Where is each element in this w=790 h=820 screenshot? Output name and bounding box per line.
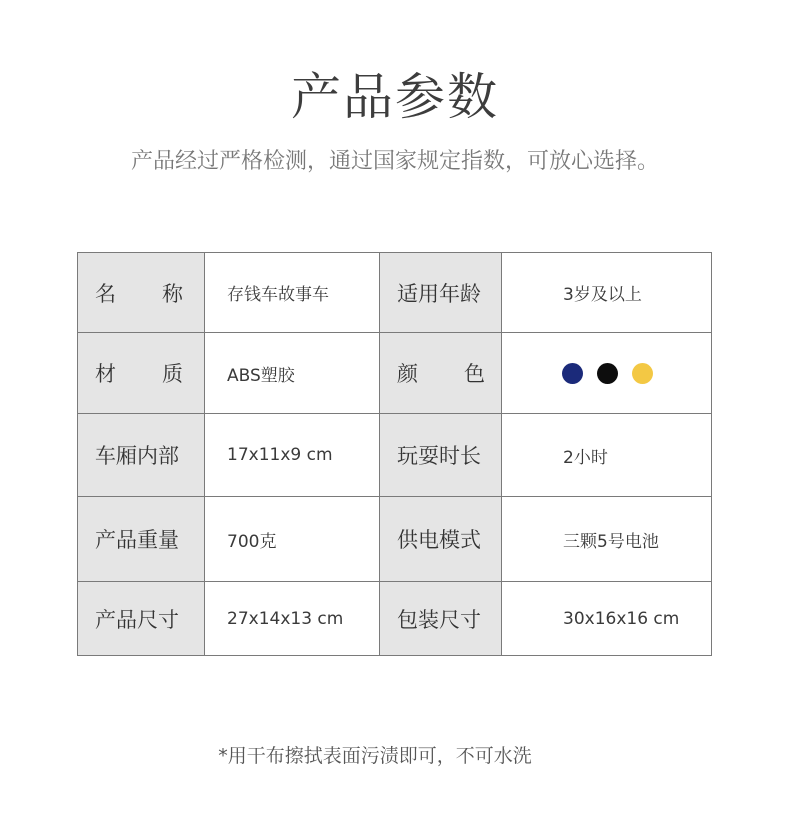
- page-title: 产品参数: [291, 68, 499, 126]
- color-swatches: [502, 363, 711, 384]
- value-weight: 700克: [205, 497, 380, 582]
- label-interior: 车厢内部: [78, 414, 205, 497]
- value-age: 3岁及以上: [502, 253, 712, 333]
- color-swatch-yellow: [632, 363, 653, 384]
- color-swatch-navy: [562, 363, 583, 384]
- label-char: 材: [95, 362, 116, 386]
- value-interior: 17x11x9 cm: [205, 414, 380, 497]
- value-power: 三颗5号电池: [502, 497, 712, 582]
- label-weight: 产品重量: [78, 497, 205, 582]
- label-char: 颜: [397, 362, 418, 386]
- value-color: [502, 333, 712, 414]
- spec-table: [77, 252, 712, 656]
- page-subtitle: 产品经过严格检测，通过国家规定指数，可放心选择。: [130, 149, 659, 174]
- label-size: 产品尺寸: [78, 582, 205, 656]
- table-row: [78, 253, 712, 333]
- label-package: 包装尺寸: [380, 582, 502, 656]
- label-name: [78, 253, 205, 333]
- value-package: 30x16x16 cm: [502, 582, 712, 656]
- label-power: 供电模式: [380, 497, 502, 582]
- value-playtime: 2小时: [502, 414, 712, 497]
- label-char: 质: [162, 362, 183, 386]
- label-char: 称: [162, 281, 183, 306]
- label-playtime: 玩耍时长: [380, 414, 502, 497]
- label-char: 色: [464, 362, 485, 386]
- table-row: [78, 497, 712, 582]
- table-row: [78, 333, 712, 414]
- label-color: [380, 333, 502, 414]
- care-note: *用干布擦拭表面污渍即可，不可水洗: [218, 745, 532, 767]
- label-age: 适用年龄: [380, 253, 502, 333]
- value-size: 27x14x13 cm: [205, 582, 380, 656]
- label-char: 名: [95, 281, 116, 306]
- table-row: [78, 414, 712, 497]
- value-name: 存钱车故事车: [205, 253, 380, 333]
- table-row: [78, 582, 712, 656]
- label-material: [78, 333, 205, 414]
- color-swatch-black: [597, 363, 618, 384]
- value-material: ABS塑胶: [205, 333, 380, 414]
